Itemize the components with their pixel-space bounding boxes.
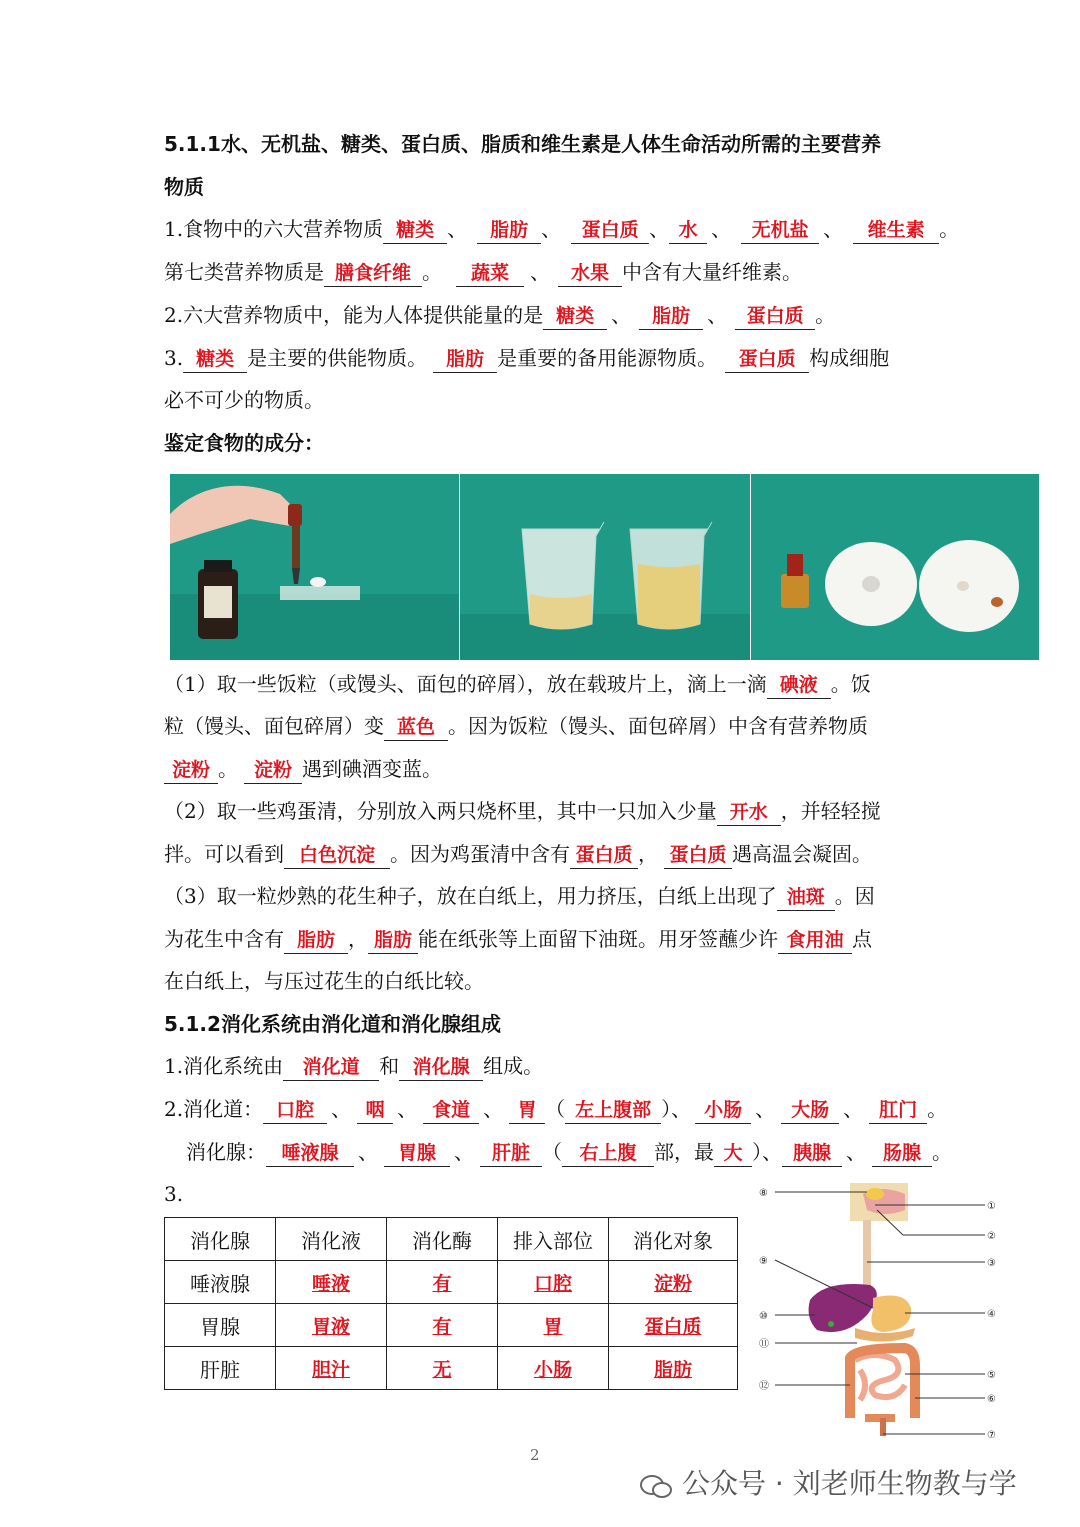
- sep: 、: [707, 303, 728, 327]
- section-title-511: 5.1.1水、无机盐、糖类、蛋白质、脂质和维生素是人体生命活动所需的主要营养: [164, 132, 881, 156]
- sep: ，: [348, 927, 368, 951]
- table-cell: 胃: [498, 1304, 609, 1347]
- table-header: 排入部位: [498, 1218, 609, 1261]
- iodine-test-photo: [170, 474, 459, 660]
- answer-blank: 口腔: [263, 1097, 327, 1124]
- wechat-icon: [640, 1473, 672, 1497]
- table-row: [165, 1304, 738, 1347]
- answer-blank: 胃腺: [384, 1140, 450, 1167]
- answer-blank: 糖类: [383, 217, 447, 244]
- exp3-text: 能在纸张等上面留下油斑。用牙签蘸少许: [418, 927, 778, 951]
- answer-blank: 无机盐: [741, 217, 819, 244]
- d2b-line: [186, 1138, 952, 1167]
- answer-blank: 肛门: [869, 1097, 927, 1124]
- d2-line: [164, 1095, 947, 1124]
- exp3-text: 。因: [834, 884, 875, 908]
- answer-blank: 白色沉淀: [284, 842, 390, 869]
- exp3-line2: [164, 925, 872, 954]
- answer-blank: 碘液: [767, 672, 831, 699]
- exp2-text: 。因为鸡蛋清中含有: [390, 842, 570, 866]
- answer-blank: 食用油: [778, 927, 852, 954]
- diagram-label: ②: [987, 1231, 996, 1242]
- q3-line: [164, 344, 889, 373]
- answer-blank: 淀粉: [164, 757, 218, 784]
- paren: （: [545, 1097, 566, 1121]
- diagram-label: ⑩: [759, 1311, 768, 1322]
- q3-text: 是主要的供能物质。: [247, 346, 428, 370]
- sep: 、: [358, 1140, 378, 1164]
- answer-blank: 开水: [717, 799, 781, 826]
- paren: ）、: [661, 1097, 692, 1121]
- table-cell: 胆汁: [276, 1347, 387, 1390]
- digestive-gland-table: [164, 1217, 738, 1390]
- diagram-label: ①: [987, 1201, 996, 1212]
- table-cell: 蛋白质: [609, 1304, 738, 1347]
- egg-white-beakers-photo: [460, 474, 750, 660]
- diagram-label: ⑪: [759, 1339, 769, 1350]
- exp3-text: 为花生中含有: [164, 927, 284, 951]
- sep: ，: [638, 842, 658, 866]
- table-header: 消化腺: [165, 1218, 276, 1261]
- diagram-label: ⑫: [759, 1381, 769, 1392]
- answer-blank: 食道: [423, 1097, 479, 1124]
- paren: （: [542, 1140, 562, 1164]
- exp1-line3: [164, 755, 442, 784]
- exp3-line3: 在白纸上，与压过花生的白纸比较。: [164, 969, 484, 993]
- exp2-text: ，并轻轻搅: [780, 799, 881, 823]
- answer-blank: 咽: [357, 1097, 393, 1124]
- answer-blank: 大: [714, 1140, 752, 1167]
- answer-blank: 膳食纤维: [324, 260, 422, 287]
- d1-mid: 和: [379, 1054, 400, 1078]
- table-cell: 淀粉: [609, 1261, 738, 1304]
- diagram-label: ⑧: [759, 1188, 768, 1199]
- q1-line: [164, 215, 959, 244]
- exp2-text: 拌。可以看到: [164, 842, 284, 866]
- table-cell: 胃腺: [165, 1304, 276, 1347]
- table-cell: 小肠: [498, 1347, 609, 1390]
- sep: 。: [932, 1140, 952, 1164]
- wechat-watermark: [640, 1462, 1017, 1502]
- answer-blank: 肝脏: [480, 1140, 542, 1167]
- sep: 、: [447, 217, 468, 241]
- answer-blank: 右上腹: [562, 1140, 654, 1167]
- diagram-label: ③: [987, 1258, 996, 1269]
- table-cell: 胃液: [276, 1304, 387, 1347]
- diagram-label: ⑨: [759, 1256, 768, 1267]
- table-header-row: [165, 1218, 738, 1261]
- q2-line: [164, 301, 835, 330]
- answer-blank: 脂肪: [639, 303, 703, 330]
- answer-blank: 水: [669, 217, 707, 244]
- exp2-text: （2）取一些鸡蛋清，分别放入两只烧杯里，其中一只加入少量: [164, 799, 717, 823]
- q2-prefix: 2.六大营养物质中，能为人体提供能量的是: [164, 303, 544, 327]
- paren: ）、: [752, 1140, 782, 1164]
- peanut-oil-paper-photo: [751, 474, 1039, 660]
- answer-blank: 蛋白质: [725, 346, 809, 373]
- sep: 、: [611, 303, 632, 327]
- table-header: 消化对象: [609, 1218, 738, 1261]
- section-title-511-cont: 物质: [164, 175, 204, 199]
- sep: 、: [843, 1097, 864, 1121]
- answer-blank: 油斑: [777, 884, 835, 911]
- answer-blank: 淀粉: [244, 757, 302, 784]
- exp1-text: 遇到碘酒变蓝。: [302, 757, 442, 781]
- d2b-text: 部，最: [654, 1140, 714, 1164]
- digestive-system-diagram: [755, 1180, 1010, 1445]
- identify-title: 鉴定食物的成分：: [164, 431, 324, 455]
- answer-blank: 胰腺: [782, 1140, 842, 1167]
- answer-blank: 小肠: [695, 1097, 751, 1124]
- d2-prefix: 2.消化道：: [164, 1097, 264, 1121]
- exp3-text: （3）取一粒炒熟的花生种子，放在白纸上，用力挤压，白纸上出现了: [164, 884, 777, 908]
- table-header: 消化液: [276, 1218, 387, 1261]
- d1-line: [164, 1052, 543, 1081]
- answer-blank: 大肠: [781, 1097, 839, 1124]
- exp1-text: （1）取一些饭粒（或馒头、面包的碎屑），放在载玻片上，滴上一滴: [164, 672, 767, 696]
- answer-blank: 唾液腺: [266, 1140, 354, 1167]
- experiment-photos: [170, 474, 1039, 660]
- exp2-line1: [164, 797, 881, 826]
- diagram-label: ⑤: [987, 1370, 996, 1381]
- exp1-text: 。饭: [830, 672, 871, 696]
- answer-blank: 蛋白质: [571, 217, 649, 244]
- exp2-line2: [164, 840, 872, 869]
- table-cell: 唾液: [276, 1261, 387, 1304]
- q1-prefix: 1.食物中的六大营养物质: [164, 217, 384, 241]
- answer-blank: 脂肪: [433, 346, 497, 373]
- sep: 。: [939, 217, 960, 241]
- exp3-line1: [164, 882, 875, 911]
- sep: 。: [422, 260, 442, 284]
- d2b-prefix: 消化腺：: [186, 1140, 266, 1164]
- section-title-512: 5.1.2消化系统由消化道和消化腺组成: [164, 1012, 501, 1036]
- answer-blank: 蔬菜: [456, 260, 524, 287]
- answer-blank: 左上腹部: [565, 1097, 661, 1124]
- sep: 、: [823, 217, 844, 241]
- sep: 。: [815, 303, 836, 327]
- q1b-prefix: 第七类营养物质是: [164, 260, 324, 284]
- d1-prefix: 1.消化系统由: [164, 1054, 284, 1078]
- exp2-text: 遇高温会凝固。: [732, 842, 872, 866]
- answer-blank: 消化道: [283, 1054, 379, 1081]
- answer-blank: 脂肪: [477, 217, 541, 244]
- sep: 、: [530, 260, 550, 284]
- sep: 、: [755, 1097, 776, 1121]
- answer-blank: 蛋白质: [570, 842, 638, 869]
- answer-blank: 脂肪: [368, 927, 418, 954]
- table-cell: 唾液腺: [165, 1261, 276, 1304]
- exp1-text: 粒（馒头、面包碎屑）变: [164, 714, 384, 738]
- q3-text: 构成细胞: [809, 346, 890, 370]
- answer-blank: 蛋白质: [664, 842, 732, 869]
- table-cell: 有: [387, 1261, 498, 1304]
- answer-blank: 肠腺: [872, 1140, 932, 1167]
- watermark-text: 公众号 · 刘老师生物教与学: [682, 1467, 1017, 1500]
- sep: 、: [454, 1140, 474, 1164]
- diagram-label: ④: [987, 1309, 996, 1320]
- d1-end: 组成。: [483, 1054, 544, 1078]
- exp3-text: 点: [852, 927, 872, 951]
- sep: 、: [846, 1140, 866, 1164]
- answer-blank: 蛋白质: [735, 303, 815, 330]
- answer-blank: 维生素: [853, 217, 939, 244]
- answer-blank: 脂肪: [284, 927, 348, 954]
- diagram-label: ⑦: [987, 1430, 996, 1441]
- sep: 、: [397, 1097, 418, 1121]
- table-row: [165, 1347, 738, 1390]
- table-row: [165, 1261, 738, 1304]
- sep: 、: [649, 217, 670, 241]
- table-cell: 有: [387, 1304, 498, 1347]
- sep: 。: [218, 757, 238, 781]
- table-cell: 脂肪: [609, 1347, 738, 1390]
- answer-blank: 水果: [558, 260, 622, 287]
- answer-blank: 糖类: [183, 346, 247, 373]
- table-cell: 口腔: [498, 1261, 609, 1304]
- sep: 。: [927, 1097, 948, 1121]
- sep: 、: [541, 217, 562, 241]
- sep: 、: [331, 1097, 352, 1121]
- sep: 、: [483, 1097, 504, 1121]
- sep: 、: [711, 217, 732, 241]
- table-header: 消化酶: [387, 1218, 498, 1261]
- q3b-line: 必不可少的物质。: [164, 388, 324, 412]
- exp1-line1: [164, 670, 871, 699]
- table-cell: 无: [387, 1347, 498, 1390]
- answer-blank: 胃: [509, 1097, 545, 1124]
- q1b-end: 中含有大量纤维素。: [622, 260, 802, 284]
- exp1-text: 。因为饭粒（馒头、面包碎屑）中含有营养物质: [448, 714, 868, 738]
- page-number: 2: [530, 1446, 540, 1464]
- q1b-line: [164, 258, 802, 287]
- exp1-line2: [164, 712, 868, 741]
- table-cell: 肝脏: [165, 1347, 276, 1390]
- answer-blank: 蓝色: [384, 714, 448, 741]
- answer-blank: 糖类: [543, 303, 607, 330]
- q3-text: 是重要的备用能源物质。: [497, 346, 718, 370]
- d3-label: 3.: [164, 1182, 184, 1206]
- q3-prefix: 3.: [164, 346, 184, 370]
- diagram-label: ⑥: [987, 1394, 996, 1405]
- answer-blank: 消化腺: [399, 1054, 483, 1081]
